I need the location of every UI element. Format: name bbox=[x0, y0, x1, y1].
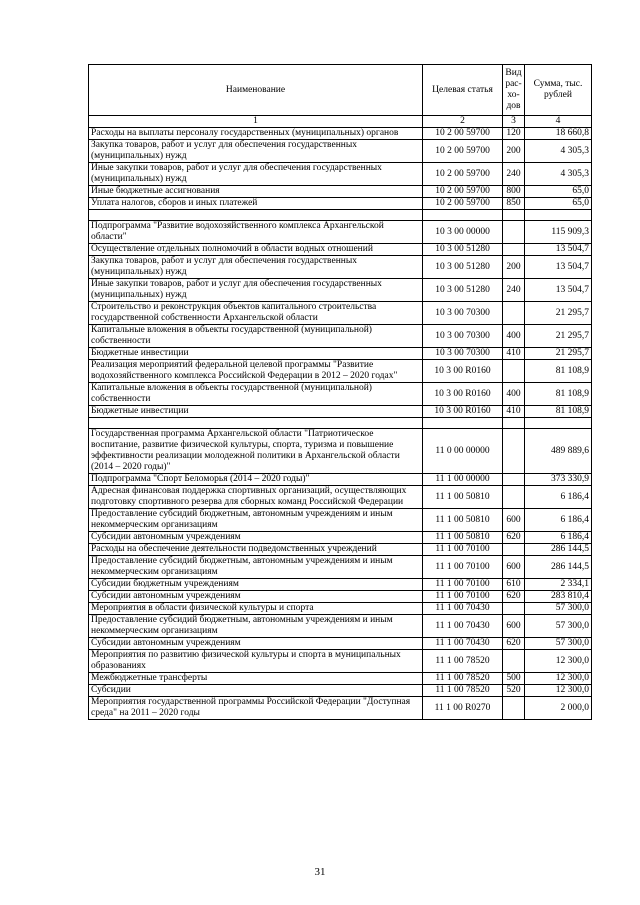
cell-expense-type: 850 bbox=[503, 198, 525, 210]
cell-name: Капитальные вложения в объекты государственной (муниципальной) собственности bbox=[89, 383, 423, 406]
cell-sum: 283 810,4 bbox=[525, 591, 592, 603]
cell-target-article: 11 1 00 70100 bbox=[423, 544, 503, 556]
cell-name: Бюджетные инвестиции bbox=[89, 348, 423, 360]
cell-target-article: 11 1 00 50810 bbox=[423, 509, 503, 532]
cell-target-article: 11 1 00 78520 bbox=[423, 685, 503, 697]
cell-expense-type: 400 bbox=[503, 383, 525, 406]
cell-target-article: 11 1 00 78520 bbox=[423, 673, 503, 685]
cell-target-article: 11 1 00 70100 bbox=[423, 579, 503, 591]
table-row bbox=[89, 673, 592, 685]
table-row bbox=[89, 198, 592, 210]
cell-expense-type bbox=[503, 418, 525, 429]
cell-sum: 6 186,4 bbox=[525, 532, 592, 544]
cell-sum: 12 300,0 bbox=[525, 650, 592, 673]
cell-name: Предоставление субсидий бюджетным, автономным учреждениям и иным некоммерческим организациям bbox=[89, 509, 423, 532]
cell-name: Иные закупки товаров, работ и услуг для обеспечения государственных (муниципальных) нужд bbox=[89, 279, 423, 302]
table-row bbox=[89, 532, 592, 544]
cell-expense-type bbox=[503, 429, 525, 474]
cell-sum: 65,0 bbox=[525, 198, 592, 210]
cell-sum: 81 108,9 bbox=[525, 360, 592, 383]
cell-name: Субсидии bbox=[89, 685, 423, 697]
cell-target-article: 10 3 00 R0160 bbox=[423, 360, 503, 383]
cell-expense-type bbox=[503, 244, 525, 256]
cell-name: Адресная финансовая поддержка спортивных организаций, осуществляющих подготовку спортивного резерва для сборных команд Российской Федерации bbox=[89, 486, 423, 509]
cell-sum: 81 108,9 bbox=[525, 383, 592, 406]
cell-target-article: 10 3 00 70300 bbox=[423, 325, 503, 348]
cell-target-article: 10 3 00 51280 bbox=[423, 256, 503, 279]
table-row bbox=[89, 244, 592, 256]
cell-expense-type: 500 bbox=[503, 673, 525, 685]
cell-name: Расходы на обеспечение деятельности подведомственных учреждений bbox=[89, 544, 423, 556]
header-sum: Сумма, тыс. рублей bbox=[525, 65, 592, 116]
cell-name: Реализация мероприятий федеральной целевой программы "Развитие водохозяйственного комплекса Российской Федерации в 2012 – 2020 годах" bbox=[89, 360, 423, 383]
table-row bbox=[89, 325, 592, 348]
cell-name: Осуществление отдельных полномочий в области водных отношений bbox=[89, 244, 423, 256]
column-number: 3 bbox=[503, 116, 525, 128]
cell-name: Мероприятия по развитию физической культуры и спорта в муниципальных образованиях bbox=[89, 650, 423, 673]
cell-target-article: 10 3 00 51280 bbox=[423, 279, 503, 302]
cell-name: Закупка товаров, работ и услуг для обеспечения государственных (муниципальных) нужд bbox=[89, 140, 423, 163]
cell-sum: 4 305,3 bbox=[525, 140, 592, 163]
cell-sum: 4 305,3 bbox=[525, 163, 592, 186]
table-row bbox=[89, 360, 592, 383]
table-row bbox=[89, 128, 592, 140]
table-row bbox=[89, 163, 592, 186]
table-row bbox=[89, 383, 592, 406]
table-row bbox=[89, 556, 592, 579]
cell-sum: 286 144,5 bbox=[525, 556, 592, 579]
cell-sum: 6 186,4 bbox=[525, 486, 592, 509]
cell-expense-type: 800 bbox=[503, 186, 525, 198]
table-row bbox=[89, 221, 592, 244]
cell-sum: 13 504,7 bbox=[525, 256, 592, 279]
table-row bbox=[89, 279, 592, 302]
cell-sum: 21 295,7 bbox=[525, 325, 592, 348]
cell-target-article: 11 1 00 70100 bbox=[423, 591, 503, 603]
table-row bbox=[89, 348, 592, 360]
cell-sum bbox=[525, 418, 592, 429]
cell-name: Предоставление субсидий бюджетным, автономным учреждениям и иным некоммерческим организациям bbox=[89, 556, 423, 579]
header-name: Наименование bbox=[89, 65, 423, 116]
cell-name: Бюджетные инвестиции bbox=[89, 406, 423, 418]
cell-name: Уплата налогов, сборов и иных платежей bbox=[89, 198, 423, 210]
cell-target-article: 10 3 00 00000 bbox=[423, 221, 503, 244]
cell-sum: 489 889,6 bbox=[525, 429, 592, 474]
header-target-article: Целевая статья bbox=[423, 65, 503, 116]
budget-table bbox=[88, 64, 592, 720]
table-row bbox=[89, 697, 592, 720]
table-row bbox=[89, 685, 592, 697]
cell-target-article: 10 2 00 59700 bbox=[423, 198, 503, 210]
cell-name: Иные закупки товаров, работ и услуг для обеспечения государственных (муниципальных) нужд bbox=[89, 163, 423, 186]
cell-name: Подпрограмма "Развитие водохозяйственного комплекса Архангельской области" bbox=[89, 221, 423, 244]
table-row bbox=[89, 486, 592, 509]
table-row bbox=[89, 406, 592, 418]
cell-expense-type bbox=[503, 486, 525, 509]
cell-target-article: 10 3 00 70300 bbox=[423, 348, 503, 360]
cell-sum: 6 186,4 bbox=[525, 509, 592, 532]
table-row bbox=[89, 210, 592, 221]
cell-target-article: 10 3 00 R0160 bbox=[423, 383, 503, 406]
cell-sum: 81 108,9 bbox=[525, 406, 592, 418]
cell-sum: 21 295,7 bbox=[525, 348, 592, 360]
cell-sum: 57 300,0 bbox=[525, 638, 592, 650]
cell-sum: 57 300,0 bbox=[525, 615, 592, 638]
cell-name: Капитальные вложения в объекты государственной (муниципальной) собственности bbox=[89, 325, 423, 348]
cell-name: Предоставление субсидий бюджетным, автономным учреждениям и иным некоммерческим организациям bbox=[89, 615, 423, 638]
cell-expense-type: 240 bbox=[503, 279, 525, 302]
cell-expense-type: 610 bbox=[503, 579, 525, 591]
cell-target-article bbox=[423, 210, 503, 221]
cell-target-article: 11 0 00 00000 bbox=[423, 429, 503, 474]
cell-name: Субсидии автономным учреждениям bbox=[89, 638, 423, 650]
cell-name: Субсидии автономным учреждениям bbox=[89, 591, 423, 603]
table-row bbox=[89, 579, 592, 591]
cell-expense-type bbox=[503, 650, 525, 673]
cell-expense-type: 120 bbox=[503, 128, 525, 140]
cell-target-article: 10 3 00 51280 bbox=[423, 244, 503, 256]
cell-sum bbox=[525, 210, 592, 221]
cell-expense-type: 410 bbox=[503, 406, 525, 418]
table-row bbox=[89, 603, 592, 615]
cell-sum: 115 909,3 bbox=[525, 221, 592, 244]
cell-sum: 65,0 bbox=[525, 186, 592, 198]
cell-target-article: 10 2 00 59700 bbox=[423, 140, 503, 163]
table-row bbox=[89, 302, 592, 325]
table-row bbox=[89, 418, 592, 429]
cell-target-article: 11 1 00 70430 bbox=[423, 638, 503, 650]
table-row bbox=[89, 509, 592, 532]
cell-sum: 13 504,7 bbox=[525, 244, 592, 256]
cell-expense-type bbox=[503, 603, 525, 615]
cell-name: Подпрограмма "Спорт Беломорья (2014 – 2020 годы)" bbox=[89, 474, 423, 486]
cell-expense-type bbox=[503, 697, 525, 720]
cell-expense-type: 620 bbox=[503, 532, 525, 544]
cell-sum: 2 334,1 bbox=[525, 579, 592, 591]
column-number: 1 bbox=[89, 116, 423, 128]
table-row bbox=[89, 544, 592, 556]
cell-name bbox=[89, 418, 423, 429]
cell-sum: 2 000,0 bbox=[525, 697, 592, 720]
cell-expense-type: 400 bbox=[503, 325, 525, 348]
cell-name: Межбюджетные трансферты bbox=[89, 673, 423, 685]
cell-sum: 13 504,7 bbox=[525, 279, 592, 302]
cell-name: Иные бюджетные ассигнования bbox=[89, 186, 423, 198]
cell-name: Закупка товаров, работ и услуг для обеспечения государственных (муниципальных) нужд bbox=[89, 256, 423, 279]
cell-name bbox=[89, 210, 423, 221]
table-row bbox=[89, 591, 592, 603]
table-row bbox=[89, 256, 592, 279]
table-row bbox=[89, 638, 592, 650]
table-row bbox=[89, 429, 592, 474]
table-header-row bbox=[89, 65, 592, 116]
table-row bbox=[89, 474, 592, 486]
table-row bbox=[89, 650, 592, 673]
cell-sum: 12 300,0 bbox=[525, 673, 592, 685]
cell-name: Государственная программа Архангельской области "Патриотическое воспитание, развитие физической культуры, спорта, туризма и повышение эффективности реализации молодежной политики в Архангельской области (2014 – 2020 годы)" bbox=[89, 429, 423, 474]
cell-expense-type: 240 bbox=[503, 163, 525, 186]
cell-target-article: 10 2 00 59700 bbox=[423, 163, 503, 186]
cell-expense-type: 600 bbox=[503, 615, 525, 638]
cell-target-article: 11 1 00 R0270 bbox=[423, 697, 503, 720]
cell-expense-type: 620 bbox=[503, 638, 525, 650]
cell-expense-type bbox=[503, 221, 525, 244]
cell-sum: 21 295,7 bbox=[525, 302, 592, 325]
cell-target-article: 10 2 00 59700 bbox=[423, 128, 503, 140]
cell-target-article: 11 1 00 00000 bbox=[423, 474, 503, 486]
table-row bbox=[89, 186, 592, 198]
cell-expense-type bbox=[503, 360, 525, 383]
cell-expense-type: 200 bbox=[503, 256, 525, 279]
column-number-row bbox=[89, 116, 592, 128]
cell-name: Субсидии бюджетным учреждениям bbox=[89, 579, 423, 591]
column-number: 2 bbox=[423, 116, 503, 128]
cell-target-article: 11 1 00 78520 bbox=[423, 650, 503, 673]
cell-expense-type: 520 bbox=[503, 685, 525, 697]
cell-sum: 12 300,0 bbox=[525, 685, 592, 697]
cell-expense-type: 620 bbox=[503, 591, 525, 603]
cell-sum: 18 660,8 bbox=[525, 128, 592, 140]
cell-name: Субсидии автономным учреждениям bbox=[89, 532, 423, 544]
cell-sum: 286 144,5 bbox=[525, 544, 592, 556]
cell-expense-type bbox=[503, 474, 525, 486]
cell-target-article: 10 3 00 70300 bbox=[423, 302, 503, 325]
cell-target-article: 11 1 00 50810 bbox=[423, 486, 503, 509]
cell-target-article: 11 1 00 70430 bbox=[423, 603, 503, 615]
cell-target-article bbox=[423, 418, 503, 429]
cell-expense-type bbox=[503, 210, 525, 221]
table-row bbox=[89, 615, 592, 638]
cell-expense-type: 410 bbox=[503, 348, 525, 360]
cell-target-article: 11 1 00 50810 bbox=[423, 532, 503, 544]
cell-target-article: 11 1 00 70100 bbox=[423, 556, 503, 579]
cell-expense-type: 600 bbox=[503, 509, 525, 532]
page-number: 31 bbox=[314, 866, 326, 878]
cell-expense-type bbox=[503, 302, 525, 325]
cell-expense-type bbox=[503, 544, 525, 556]
cell-sum: 373 330,9 bbox=[525, 474, 592, 486]
cell-sum: 57 300,0 bbox=[525, 603, 592, 615]
cell-expense-type: 200 bbox=[503, 140, 525, 163]
header-expense-type: Вид рас-хо-дов bbox=[503, 65, 525, 116]
cell-name: Мероприятия государственной программы Российской Федерации "Доступная среда" на 2011 – 2020 годы bbox=[89, 697, 423, 720]
cell-target-article: 11 1 00 70430 bbox=[423, 615, 503, 638]
table-row bbox=[89, 140, 592, 163]
table-body bbox=[89, 128, 592, 720]
column-number: 4 bbox=[525, 116, 592, 128]
cell-target-article: 10 3 00 R0160 bbox=[423, 406, 503, 418]
cell-target-article: 10 2 00 59700 bbox=[423, 186, 503, 198]
cell-name: Мероприятия в области физической культуры и спорта bbox=[89, 603, 423, 615]
cell-expense-type: 600 bbox=[503, 556, 525, 579]
cell-name: Строительство и реконструкция объектов капитального строительства государственной собственности Архангельской области bbox=[89, 302, 423, 325]
cell-name: Расходы на выплаты персоналу государственных (муниципальных) органов bbox=[89, 128, 423, 140]
